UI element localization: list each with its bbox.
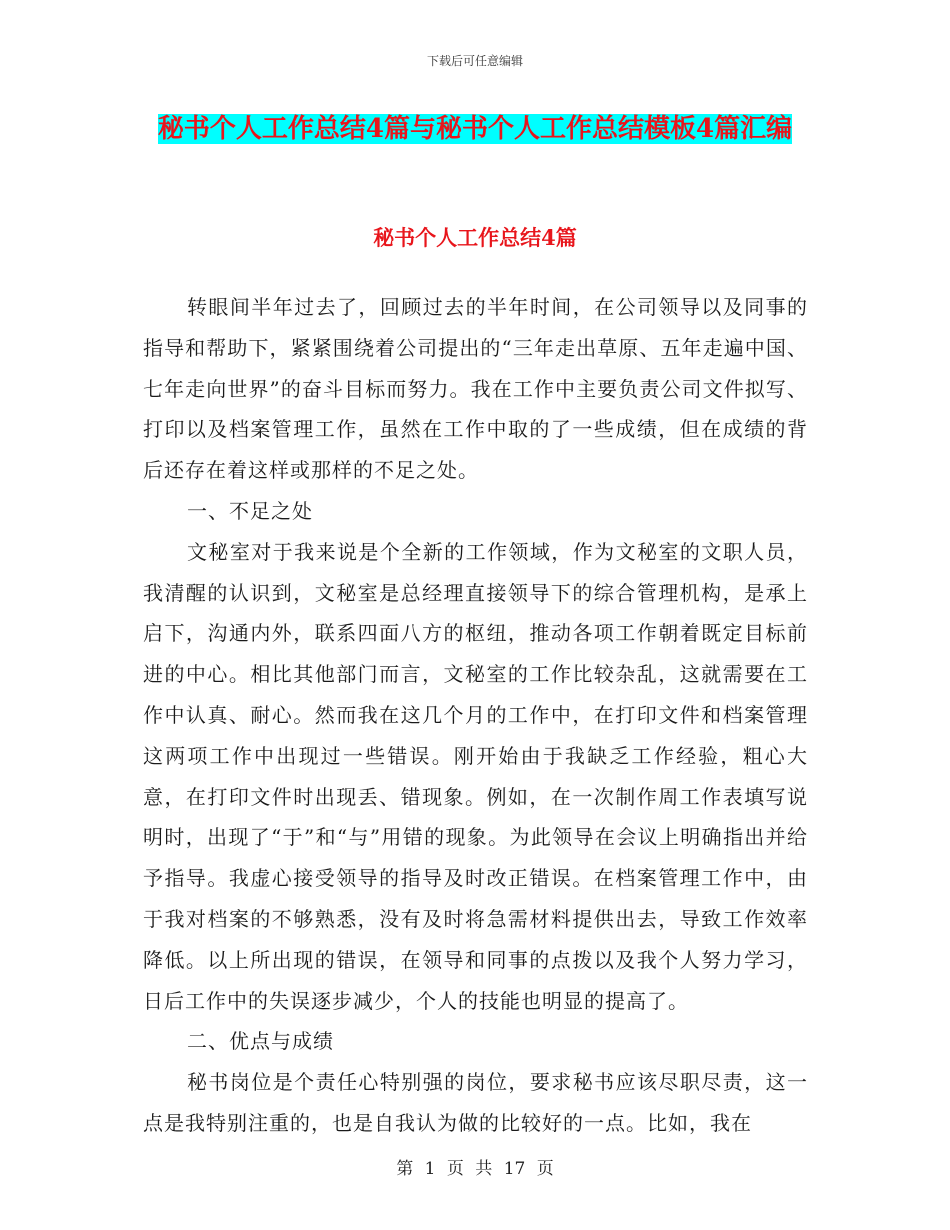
document-title (130, 106, 820, 152)
page-number-footer: 第 1 页 共 17 页 (396, 1159, 554, 1179)
paragraph-heading: 二、优点与成绩 (187, 1029, 334, 1054)
page-header-note: 下载后可任意编辑 (426, 54, 523, 68)
document-title-text: 秘书个人工作总结4篇与秘书个人工作总结模板4篇汇编 (157, 114, 793, 144)
paragraph-heading: 一、不足之处 (187, 498, 313, 523)
paragraph: 文秘室对于我来说是个全新的工作领域，作为文秘室的文职人员，我清醒的认识到，文秘室是总经理直接领导下的综合管理机构，是承上启下，沟通内外，联系四面八方的枢纽，推动各项工作朝着既定目标前进的中心。相比其他部门而言，文秘室的工作比较杂乱，这就需要在工作中认真、耐心。然而我在这几个月的工作中，在打印文件和档案管理这两项工作中出现过一些错误。刚开始由于我缺乏工作经验，粗心大意，在打印文件时出现丢、错现象。例如，在一次制作周工作表填写说明时，出现了“于”和“与”用错的现象。为此领导在会议上明确指出并给予指导。我虚心接受领导的指导及时改正错误。在档案管理工作中，由于我对档案的不够熟悉，没有及时将急需材料提供出去，导致工作效率降低。以上所出现的错误，在领导和同事的点拨以及我个人努力学习，日后工作中的失误逐步减少，个人的技能也明显的提高了。 (143, 539, 808, 1013)
document-body (143, 287, 808, 1144)
paragraph: 转眼间半年过去了，回顾过去的半年时间，在公司领导以及同事的指导和帮助下，紧紧围绕着公司提出的“三年走出草原、五年走遍中国、七年走向世界”的奋斗目标而努力。我在工作中主要负责公司文件拟写、打印以及档案管理工作，虽然在工作中取的了一些成绩，但在成绩的背后还存在着这样或那样的不足之处。 (143, 295, 808, 483)
paragraph: 秘书岗位是个责任心特别强的岗位，要求秘书应该尽职尽责，这一点是我特别注重的，也是自我认为做的比较好的一点。比如，我在 (143, 1070, 808, 1135)
section-title: 秘书个人工作总结4篇 (373, 225, 577, 250)
